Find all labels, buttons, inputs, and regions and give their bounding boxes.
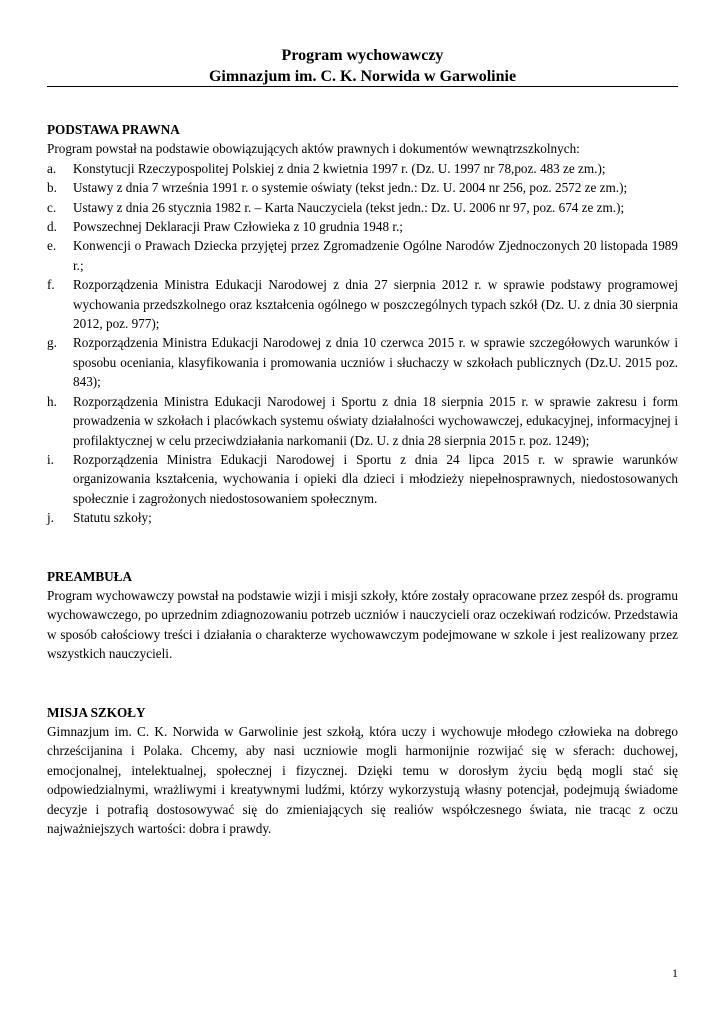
mission-heading: MISJA SZKOŁY (47, 704, 146, 720)
document-body (47, 120, 678, 838)
list-marker: i. (47, 451, 54, 467)
list-item-text: Rozporządzenia Ministra Edukacji Narodowej i Sportu z dnia 24 lipca 2015 r. w sprawie warunków organizowania kształcenia, wychowania i opieki dla dzieci i młodzieży niepełnosprawnych, niedostosowanych społecznie i zagrożonych niedostosowaniem społecznym. (73, 451, 678, 506)
list-item (47, 198, 678, 217)
list-marker: f. (47, 277, 55, 293)
list-item-text: Statutu szkoły; (73, 510, 152, 526)
list-marker: g. (47, 335, 57, 351)
list-item-text: Rozporządzenia Ministra Edukacji Narodowej z dnia 27 sierpnia 2012 r. w sprawie podstawy programowej wychowania przedszkolnego oraz kształcenia ogólnego w poszczególnych typach szkół (Dz. U. z dnia 30 sierpnia 2012, poz. 977); (73, 277, 678, 332)
header-divider (47, 86, 678, 87)
legal-basis-section (47, 120, 678, 528)
list-marker: a. (47, 160, 57, 176)
list-item (47, 333, 678, 391)
preamble-text: Program wychowawczy powstał na podstawie wizji i misji szkoły, które zostały opracowane przez zespół ds. programu wychowawczego, po uprzednim zdiagnozowaniu potrzeb uczniów i nauczycieli oraz oczekiwań rodziców. Przedstawia w sposób całościowy treści i działania o charakterze wychowawczym podejmowane w szkole i jest realizowany przez wszystkich nauczycieli. (47, 587, 678, 662)
document-subtitle: Gimnazjum im. C. K. Norwida w Garwolinie (208, 68, 517, 85)
preamble-heading: PREAMBUŁA (47, 568, 132, 584)
document-header (47, 45, 678, 87)
list-item-text: Rozporządzenia Ministra Edukacji Narodowej i Sportu z dnia 18 sierpnia 2015 r. w sprawie zakresu i form prowadzenia w szkołach i placówkach systemu oświaty działalności wychowawczej, edukacyjnej, informacyjnej i profilaktycznej w celu przeciwdziałania narkomanii (Dz. U. z dnia 28 sierpnia 2015 r. poz. 1249); (73, 393, 678, 448)
list-marker: j. (47, 510, 54, 526)
legal-basis-heading: PODSTAWA PRAWNA (47, 122, 180, 137)
list-item (47, 508, 678, 527)
list-item (47, 178, 678, 197)
legal-basis-intro: Program powstał na podstawie obowiązujących aktów prawnych i dokumentów wewnątrzszkolnych: (47, 141, 580, 157)
list-marker: e. (47, 238, 57, 254)
list-item (47, 450, 678, 508)
document-title: Program wychowawczy (281, 47, 444, 64)
list-marker: c. (47, 199, 57, 215)
list-item (47, 159, 678, 178)
list-item-text: Konstytucji Rzeczypospolitej Polskiej z dnia 2 kwietnia 1997 r. (Dz. U. 1997 nr 78,poz. 483 ze zm.); (73, 160, 606, 176)
legal-basis-list (47, 159, 678, 528)
list-item-text: Ustawy z dnia 7 września 1991 r. o systemie oświaty (tekst jedn.: Dz. U. 2004 nr 256, poz. 2572 ze zm.); (73, 180, 628, 196)
list-item (47, 236, 678, 275)
list-item-text: Ustawy z dnia 26 stycznia 1982 r. – Karta Nauczyciela (tekst jedn.: Dz. U. 2006 nr 97, poz. 674 ze zm.); (73, 199, 625, 215)
list-item (47, 217, 678, 236)
mission-section (47, 703, 678, 839)
list-item (47, 392, 678, 450)
page-number: 1 (672, 966, 678, 980)
list-marker: b. (47, 180, 57, 196)
section-spacer (47, 664, 678, 703)
preamble-section (47, 567, 678, 664)
list-item-text: Rozporządzenia Ministra Edukacji Narodowej z dnia 10 czerwca 2015 r. w sprawie szczegółowych warunków i sposobu oceniania, klasyfikowania i promowania uczniów i słuchaczy w szkołach publicznych (Dz.U. 2015 poz. 843); (73, 335, 678, 390)
list-marker: h. (47, 393, 57, 409)
section-spacer (47, 528, 678, 567)
list-item (47, 275, 678, 333)
mission-text: Gimnazjum im. C. K. Norwida w Garwolinie jest szkołą, która uczy i wychowuje młodego człowieka na dobrego chrześcijanina i Polaka. Chcemy, aby nasi uczniowie mogli harmonijnie rozwijać się w sferach: duchowej, emocjonalnej, intelektualnej, społecznej i fizycznej. Dzięki temu w dorosłym życiu będą mogli stać się odpowiedzialnymi, wrażliwymi i kreatywnymi ludźmi, którzy wykorzystują własny potencjał, podejmują świadome decyzje i potrafią dostosowywać się do zmieniających się realiów współczesnego świata, nie tracąc z oczu najważniejszych wartości: dobra i prawdy. (47, 723, 678, 836)
list-item-text: Konwencji o Prawach Dziecka przyjętej przez Zgromadzenie Ogólne Narodów Zjednoczonych 20 listopada 1989 r.; (73, 238, 678, 273)
list-marker: d. (47, 219, 57, 235)
list-item-text: Powszechnej Deklaracji Praw Człowieka z 10 grudnia 1948 r.; (73, 219, 403, 235)
